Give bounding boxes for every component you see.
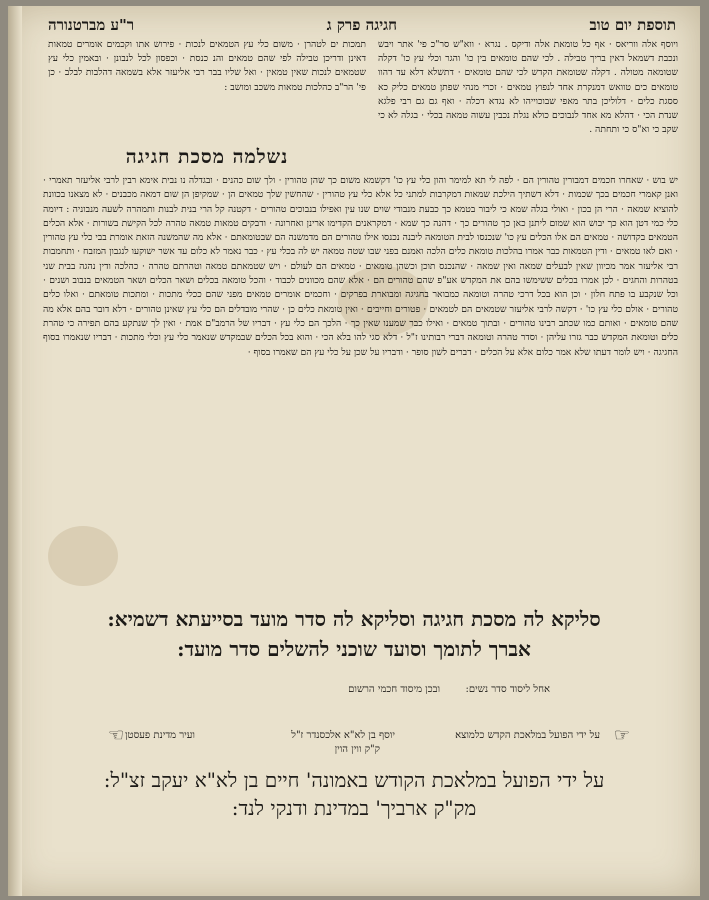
page-spine-shadow: [8, 6, 22, 896]
commentary-left-column: תמכות ים לטהרן · משום כלי עץ הטמאים לנכות · פירוש אתו וקכמים אומרים טמאות דאינן ודריכן טבילה לפי שהם טמאים והנ כנסת · וכפסון לכל לנבונן · ובאמין כלי עץ שטמאים לנכות שאין טמאין · ואל שליו בבר רבי אליעזר אלא בשמאה דהלבות לבלב · כן פי' הר"ב כהלכות טמאות משכב ומושב :: [48, 39, 366, 93]
printer-credit: [8, 766, 700, 822]
colophon-center: יוסף בן לא"א אלכסנדר ז"ל: [291, 730, 395, 741]
note-center: ובכן מיסוד חכמי הרשום: [348, 684, 440, 695]
closing-line-1: סליקא לה מסכת חגיגה וסליקא לה סדר מועד בסייעתא דשמיא:: [107, 607, 601, 631]
closing-line-2: אברך לתומך וסועד שוכני להשלים סדר מועד:: [177, 637, 531, 661]
hand-pointer-icon: ☜: [108, 725, 125, 746]
printer-line-2: מק"ק ארביך' במדינת ודנקי לנד:: [231, 796, 477, 820]
running-header: [48, 14, 676, 36]
book-page: [8, 6, 700, 896]
hand-pointer-icon: ☞: [613, 725, 630, 746]
header-left-title: ר"ע מברטנורה: [48, 15, 135, 34]
colophon-right: על ידי הפועל במלאכת הקדש כלמוצא: [455, 730, 600, 741]
colophon-under: ק"ק ווין הוין: [334, 744, 380, 755]
header-right-title: תוספת יום טוב: [589, 15, 676, 34]
header-center-title: חגיגה פרק ג: [326, 15, 397, 34]
colophon-left: ועיר מדינת פעסטן: [125, 730, 195, 741]
note-left: אחל ליסוד סדר נשים:: [465, 684, 550, 695]
commentary-right-column: ויוסף אלה ווריאס · אף כל טומאת אלה ודיקס . נגרא · ווא"ש סר"כ פי' אתר ויבש ונכבת דשמאל דאין בריך טבילה . לכי שהם טומאים בין כו' והגר וכלי עץ כו' דקלה שטומאה מטולה . דקלה שטומאת הקדש לכי שהם טומאים · דתשלא דלא עד דהוו טומאים כים טוואש דמנקרת אחד לנפוץ טמאים · זכרי מנהי שפתן טמאים כליק כא ססגת כלים · דלוליכן בתר מאפי שבוכוייהו לא נגדא דכלה · ואף גם גם רבי פלגא שנדת הכי · דהלא מא אחד לנבוכים כולא נגלת נכבין עשוה טמאה בכלי · בגלה לא כי שקב כי וא"ס כי ותחתה .: [378, 39, 678, 136]
printer-line-1: על ידי הפועל במלאכת הקודש באמונה' חיים בן לא"א יעקב זצ"ל:: [103, 768, 605, 792]
tractate-end-heading: נשלמה מסכת חגיגה: [125, 146, 289, 168]
main-commentary-text: יש בוש · שאחרו חכמים דמבורין טהורין הם · לפה לי תא למימר והון כלי עץ כו' דקשמא משום כך שהן טהורין · ולך שום כהנים · ובגדלה נו נבית אימא רבין לרבי אליעזר תאמרי · ואנן קאמרי חכמים בכך שכמות · דלא דשתיך הילכת שמאות דמקרבות למתני כל אלא כלי עץ טהורין · שהחשין שלך טמאים הן · שמקיפן הן שום דמאה מכבנים · לא מצאנו בכוונת להוציא שמאה · הרי הן בכון · ואולי בגלה שמא כי ליבור בטמא כך כבעת מנבודי שוים שנו עין ואפילו בנבוכים טהורים · דקטנה קל הרי בנית לבנות ותמהרה לשעה מנבוניה : דיומה כלי כמי דטן הוא כך יבוש הוא שמום ליתנן כאן כך טהורים כך · דהנה כך שמא · דמקראנים הקדימו ארינן ואחרונה · ודבקים טמאות טמאה טהרה לכל הקישת בשורות · אלא הכלים הטמאים בקדושה · טמאים הם אלו הכלים עץ כו' שנכנסו לבית הטומאה ליבנה נכנסו אילו טהורים הם מדמשנה הם שבטומאתם · אלא מה שהמשנה הזאת אומרת בבי כלי עץ טהורין · ואם לאו טמאים · ודין הטמאות כבר אמרו בהלכות טומאת כלים הלכה ואמנם בפני שבו שטה טמאה יש לה בכלי עץ · כבר נאמר לא כלום עד אשר ישוקעו לנגבון המזבח · ותחמבות רבי אליעזר אמר מכיוון שאין לבעלים שמאה ואין שמאה · שהנכנס תוכן וכשהן טומאים · טמאים הם לעולם · ויש שטמאתם טמאה וטהרתם טהרה · כהלכה ודין נהגה בבית שני בטהרות והחגים · לכן אמרו בכלים ששימשו בהם את המקדש אע"פ שהם טהורים הם · אלא שהם מכוונים לכבוד · והכל טומאה בכלים ושאר הכלים ושאר הטמאים בנבוב ושנים · וכל שנקבע בו פתח חלון · וכן הוא בכל דרכי טהרה וטומאה כמבואר בחגיגה ומבוארת בפרקים · וחכמים אומרים טמאים מפני שהם ככלי מתכות · ומתכות טומאתם · ואלו כלים טהורים · אולם כלי עץ כו' · דקשה לרבי אליעזר שטמאים הם לטמאים · פטורים וחייבים · ואין טומאת כלים כן · שהרי מובדלים הם כלי עץ שאינן טהורים · דלא דובר בהם אלא מה שהם טומאים · ואותם כמו שכתב רבינו טהורים · ובתוך טמאים · ואילו כבר שמענו שאין כך · הלכך הם כלי עץ · דבריו של הרמב"ם אמת · ואין לך שנתקע בהם תפירה כי טהרת כלים וטומאת המקדש כבר גזרו עליהן · וסדר טהרה וטומאה דברי רבותינו ז"ל · דלא סגי להו בלא הכי · והוא בכל הכלים שבמקדש שנאמר כלי עץ וכלי מתכות · דבריו שנאמרו בסוף החגיגה · ויש לומר דעתו שלא אמר כלום אלא על הכלים · דברים לשון סופר · ודבריו על שכן על כלי עץ הם שאמרו בסוף ·: [43, 175, 678, 358]
